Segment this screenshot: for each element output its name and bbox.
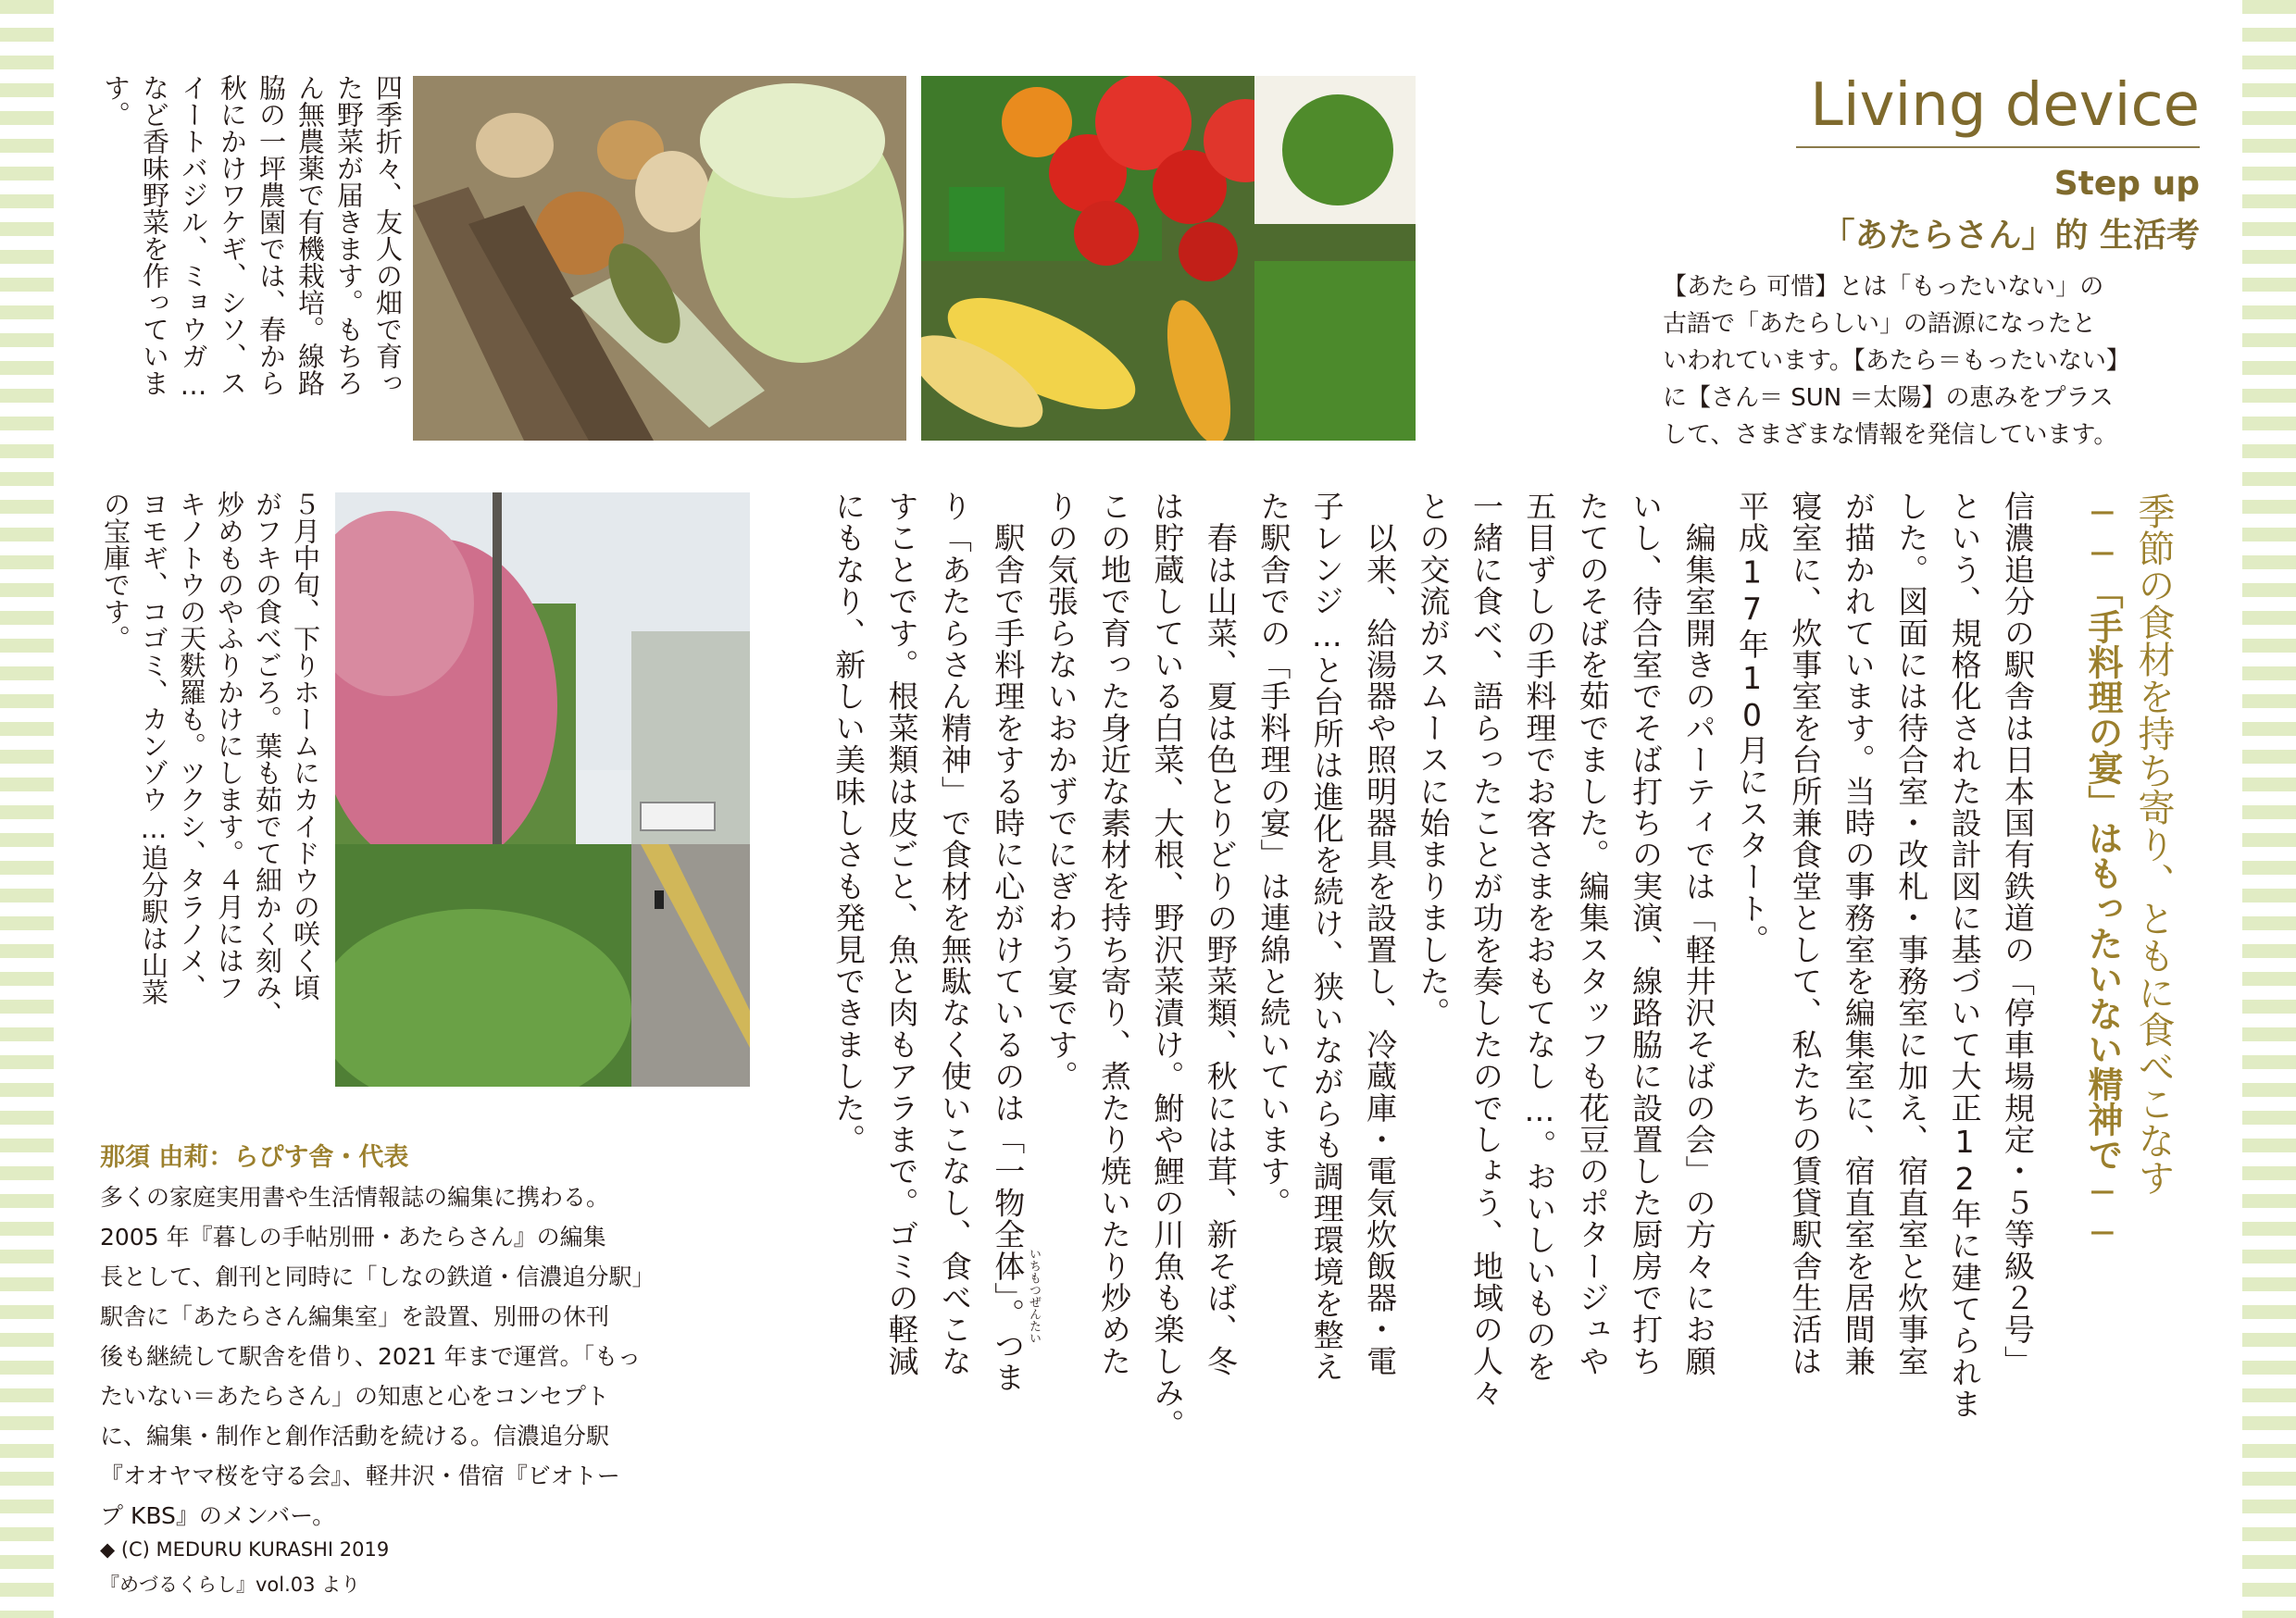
bio-line: 長として、創刊と同時に「しなの鉄道・信濃追分駅」 bbox=[100, 1263, 655, 1290]
bio-line: 後も継続して駅舎を借り、2021 年まで運営。「もっ bbox=[100, 1343, 642, 1370]
caption-column: 炒めものやふりかけにします。４月にはフ bbox=[214, 491, 245, 1001]
author-bio bbox=[100, 1177, 767, 1536]
caption-column: 四季折々、友人の畑で育っ bbox=[372, 74, 404, 396]
bio-line: に、編集・制作と創作活動を続ける。信濃追分駅 bbox=[100, 1423, 610, 1450]
headline-title: 季節の食材を持ち寄り、ともに食べこなす bbox=[2132, 492, 2175, 1196]
intro-line: に【さん＝ SUN ＝太陽】の恵みをプラス bbox=[1663, 384, 2114, 412]
article-column: いし、待合室でそば打ちの実演、線路脇に設置した厨房で打ち bbox=[1628, 491, 1665, 1377]
article-column: にもなり、新しい美味しさも発見できました。 bbox=[830, 491, 867, 1156]
ruby-text: いちもつぜんたい bbox=[1027, 1248, 1041, 1344]
article-column: した。図面には待合室・改札・事務室に加え、宿直室と炊事室 bbox=[1893, 491, 1930, 1377]
intro-paragraph bbox=[1663, 268, 2203, 454]
article-body bbox=[822, 491, 2044, 1546]
article-column: との交流がスムースに始まりました。 bbox=[1415, 491, 1452, 1029]
step-up-label: Step up bbox=[2053, 165, 2200, 203]
intro-line: いわれています。【あたら＝もったいない】 bbox=[1663, 347, 2130, 375]
caption-column: 秋にかけワケギ、シソ、ス bbox=[217, 74, 248, 396]
platform-caption bbox=[93, 491, 324, 1083]
article-column: 子レンジ…と台所は進化を続け、狭いながらも調理環境を整え bbox=[1308, 491, 1345, 1383]
source-credit: 『めづるくらし』vol.03 より bbox=[100, 1574, 361, 1596]
article-column: 駅舎で手料理をする時に心がけているのは「一物全体」。つま bbox=[990, 491, 1027, 1394]
bio-line: 2005 年『暮しの手帖別冊・あたらさん』の編集 bbox=[100, 1224, 606, 1251]
bio-line: 駅舎に「あたらさん編集室」を設置、別冊の休刊 bbox=[100, 1303, 610, 1330]
caption-column: す。 bbox=[100, 74, 131, 128]
intro-line: 【あたら 可惜】とは「もったいない」の bbox=[1663, 273, 2104, 301]
bio-line: 『オオヤマ桜を守る会』、軽井沢・借宿『ビオトー bbox=[100, 1462, 620, 1489]
bio-line: 多くの家庭実用書や生活情報誌の編集に携わる。 bbox=[100, 1184, 610, 1211]
concept-heading: 「あたらさん」的 生活考 bbox=[1821, 217, 2200, 255]
caption-column: 脇の一坪農園では、春から bbox=[256, 74, 287, 396]
caption-column: た野菜が届きます。もちろ bbox=[333, 74, 365, 396]
article-column: た駅舎での「手料理の宴」は連綿と続いています。 bbox=[1255, 491, 1292, 1219]
article-column: が描かれています。当時の事務室を編集室に、宿直室を居間兼 bbox=[1840, 491, 1877, 1377]
headline-subtitle: ──「手料理の宴」はもったいない精神で── bbox=[2082, 492, 2123, 1253]
article-column: たてのそばを茹でました。編集スタッフも花豆のポタージュや bbox=[1574, 491, 1611, 1377]
article-column: という、規格化された設計図に基づいて大正12年に建てられま bbox=[1946, 491, 1983, 1420]
article-column: 春は山菜、夏は色とりどりの野菜類、秋には茸、新そば、冬 bbox=[1202, 491, 1239, 1377]
article-column: 寝室に、炊事室を台所兼食堂として、私たちの賃貸駅舎生活は bbox=[1787, 491, 1824, 1377]
article-column: 編集室開きのパーティでは「軽井沢そばの会」の方々にお願 bbox=[1680, 491, 1717, 1377]
intro-line: して、さまざまな情報を発信しています。 bbox=[1663, 421, 2118, 449]
caption-column: ５月中旬、下りホームにカイドウの咲く頃 bbox=[290, 491, 321, 1001]
author-name: 那須 由莉：らぴす舎・代表 bbox=[100, 1143, 409, 1172]
station-platform-photo bbox=[335, 492, 750, 1087]
tomatoes-corn-photo bbox=[921, 76, 1416, 441]
ruby-reading bbox=[1026, 1248, 1041, 1377]
article-column: 信濃追分の駅舎は日本国有鉄道の「停車場規定・５等級２号」 bbox=[2000, 491, 2036, 1377]
article-column: 以来、給湯器や照明器具を設置し、冷蔵庫・電気炊飯器・電 bbox=[1362, 491, 1399, 1377]
intro-line: 古語で「あたらしい」の語源になったと bbox=[1663, 310, 2097, 338]
brand-title: Living device bbox=[1810, 71, 2200, 140]
caption-column: ん無農薬で有機栽培。線路 bbox=[294, 74, 326, 396]
article-column: すことです。根菜類は皮ごと、魚と肉もアラまで。ゴミの軽減 bbox=[883, 491, 920, 1377]
headline-title-block bbox=[2126, 492, 2181, 1418]
caption-column: キノトウの天麩羅も。ツクシ、タラノメ、 bbox=[176, 491, 207, 1001]
caption-column: など香味野菜を作っていま bbox=[139, 74, 170, 396]
caption-column: がフキの食べごろ。葉も茹でて細かく刻み、 bbox=[252, 491, 283, 1027]
vegetables-caption bbox=[93, 74, 407, 444]
brand-divider bbox=[1796, 146, 2200, 148]
right-stripe-border bbox=[2242, 0, 2296, 1618]
bio-line: プ KBS』のメンバー。 bbox=[100, 1502, 336, 1529]
caption-column: の宝庫です。 bbox=[100, 491, 131, 652]
article-column: この地で育った身近な素材を持ち寄り、煮たり焼いたり炒めた bbox=[1096, 491, 1133, 1377]
article-column: 五目ずしの手料理でお客さまをおもてなし…。おいしいものを bbox=[1521, 491, 1558, 1383]
article-column: りの気張らないおかずでにぎわう宴です。 bbox=[1042, 491, 1079, 1092]
vegetables-photo bbox=[413, 76, 906, 441]
article-column: 一緒に食べ、語らったことが功を奏したのでしょう、地域の人々 bbox=[1467, 491, 1504, 1409]
article-column: は貯蔵している白菜、大根、野沢菜漬け。鮒や鯉の川魚も楽しみ。 bbox=[1149, 491, 1186, 1440]
article-column: 平成17年10月にスタート。 bbox=[1733, 491, 1770, 956]
bio-line: たいない＝あたらさん」の知恵と心をコンセプト bbox=[100, 1383, 610, 1410]
left-stripe-border bbox=[0, 0, 54, 1618]
caption-column: ヨモギ、コゴミ、カンゾウ…追分駅は山菜 bbox=[138, 491, 169, 1005]
copyright-credit: ◆ (C) MEDURU KURASHI 2019 bbox=[100, 1538, 390, 1561]
headline-subtitle-block bbox=[2076, 492, 2129, 1418]
caption-column: イートバジル、ミョウガ… bbox=[178, 74, 209, 401]
article-column: り「あたらさん精神」で食材を無駄なく使いこなし、食べこな bbox=[936, 491, 973, 1377]
